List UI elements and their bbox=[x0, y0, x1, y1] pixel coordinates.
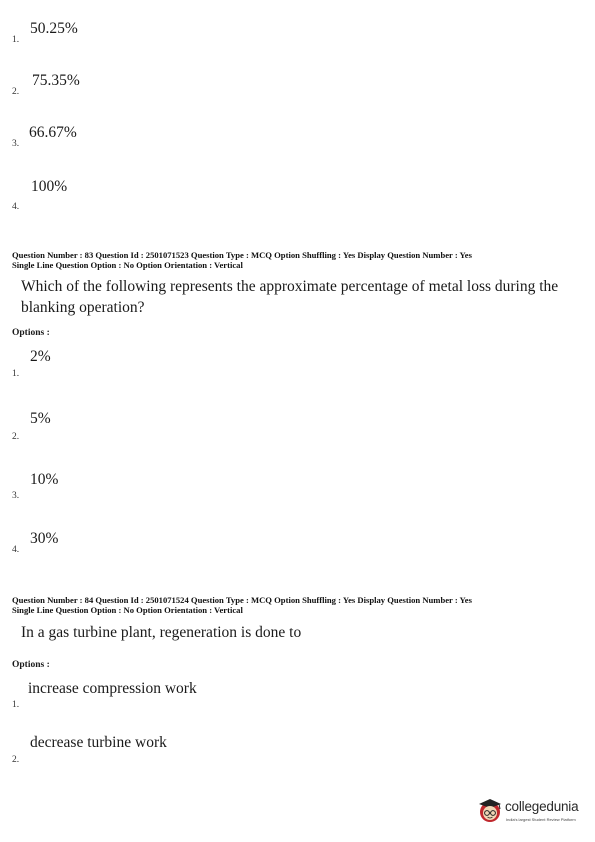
option-text: 5% bbox=[30, 410, 51, 427]
option-number: 1. bbox=[12, 369, 20, 379]
question-meta-line-2: Single Line Question Option : No Option Orientation : Vertical bbox=[12, 260, 243, 270]
option-text: 100% bbox=[31, 178, 68, 195]
question-meta-line-2: Single Line Question Option : No Option Orientation : Vertical bbox=[12, 605, 243, 615]
question-text: Which of the following represents the approximate percentage of metal loss during the blanking operation? bbox=[21, 278, 559, 316]
option-text: 75.35% bbox=[32, 72, 80, 89]
option-text: 66.67% bbox=[29, 124, 77, 141]
collegedunia-logo bbox=[473, 794, 591, 830]
options-label: Options : bbox=[12, 328, 50, 338]
question-text: In a gas turbine plant, regeneration is done to bbox=[21, 624, 302, 641]
option-text: 10% bbox=[30, 471, 59, 488]
question-meta bbox=[12, 250, 584, 270]
option-text: decrease turbine work bbox=[30, 734, 167, 751]
option-text: 30% bbox=[30, 530, 59, 547]
option-text: 2% bbox=[30, 348, 51, 365]
question-meta bbox=[12, 595, 584, 615]
option-number: 1. bbox=[12, 700, 20, 710]
option-number: 1. bbox=[12, 35, 20, 45]
option-number: 2. bbox=[12, 755, 20, 765]
option-number: 3. bbox=[12, 491, 20, 501]
option-number: 3. bbox=[12, 139, 20, 149]
options-label: Options : bbox=[12, 660, 50, 670]
student-mascot-icon bbox=[476, 797, 504, 825]
option-number: 2. bbox=[12, 432, 20, 442]
option-number: 4. bbox=[12, 545, 20, 555]
logo-tagline: India's largest Student Review Platform bbox=[506, 817, 576, 822]
logo-name: collegedunia bbox=[505, 799, 579, 814]
option-text: 50.25% bbox=[30, 20, 78, 37]
question-meta-line-1: Question Number : 83 Question Id : 2501071523 Question Type : MCQ Option Shuffling : Yes Display Question Number : Yes bbox=[12, 250, 472, 260]
option-text: increase compression work bbox=[28, 680, 197, 697]
question-meta-line-1: Question Number : 84 Question Id : 2501071524 Question Type : MCQ Option Shuffling : Yes Display Question Number : Yes bbox=[12, 595, 472, 605]
option-number: 4. bbox=[12, 202, 20, 212]
option-number: 2. bbox=[12, 87, 20, 97]
